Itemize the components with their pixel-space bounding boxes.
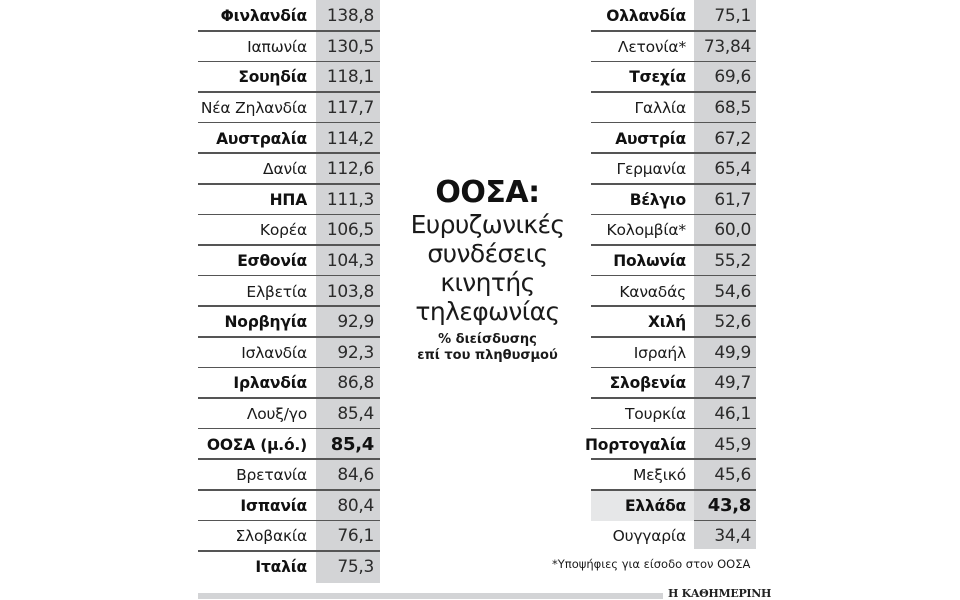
footer-rule (198, 593, 663, 599)
chart-title: ΟΟΣΑ: (435, 175, 540, 210)
table-row (198, 368, 380, 399)
penetration-value: 45,6 (714, 465, 751, 486)
country-label: Κορέα (259, 221, 307, 240)
table-row (585, 429, 756, 460)
country-label: Σλοβενία (609, 374, 686, 393)
country-label: Λετονία* (617, 37, 686, 56)
table-row (591, 32, 756, 63)
table-row (198, 552, 380, 583)
table-row (591, 307, 756, 338)
table-row (198, 215, 380, 246)
penetration-value: 76,1 (337, 526, 374, 547)
table-row (591, 246, 756, 277)
penetration-value: 117,7 (326, 98, 374, 119)
left-table (198, 1, 380, 582)
country-label: Ουγγαρία (612, 527, 686, 546)
unit-note-line-2: επί του πληθυσμού (417, 348, 558, 363)
country-label: Δανία (263, 160, 307, 179)
penetration-value: 80,4 (337, 495, 374, 516)
right-table (585, 1, 756, 552)
country-label: Νέα Ζηλανδία (200, 99, 307, 118)
country-label: ΗΠΑ (269, 190, 307, 209)
penetration-value: 60,0 (714, 220, 751, 241)
country-label: Αυστρία (615, 129, 686, 148)
penetration-value: 68,5 (714, 98, 751, 119)
left-table-rows (198, 1, 380, 582)
penetration-value: 46,1 (714, 404, 751, 425)
table-row (591, 338, 756, 369)
country-label: Φινλανδία (220, 7, 307, 26)
country-label: Καναδάς (619, 282, 686, 301)
country-label: Ιταλία (255, 557, 307, 576)
penetration-value: 49,9 (714, 342, 751, 363)
penetration-value: 67,2 (714, 128, 751, 149)
chart-subtitle-line-3: κινητής (440, 268, 535, 297)
chart-unit-note (395, 332, 580, 364)
penetration-value: 69,6 (714, 67, 751, 88)
penetration-value: 138,8 (326, 6, 374, 27)
penetration-value: 52,6 (714, 312, 751, 333)
country-label: Τουρκία (625, 405, 686, 424)
penetration-value: 34,4 (714, 526, 751, 547)
country-label: Νορβηγία (224, 313, 307, 332)
country-label: Ιρλανδία (233, 374, 307, 393)
country-label: Ολλανδία (606, 7, 686, 26)
table-row (198, 399, 380, 430)
country-label: Μεξικό (632, 466, 686, 485)
table-row (591, 154, 756, 185)
chart-title-block (395, 176, 580, 364)
penetration-value: 130,5 (326, 36, 374, 57)
penetration-value: 112,6 (326, 159, 374, 180)
table-row (591, 123, 756, 154)
penetration-value: 84,6 (337, 465, 374, 486)
country-label: Σουηδία (238, 68, 307, 87)
table-row (198, 460, 380, 491)
table-row (198, 307, 380, 338)
table-row (591, 521, 756, 552)
table-row (198, 276, 380, 307)
table-row (591, 62, 756, 93)
table-row (591, 399, 756, 430)
country-label: Πορτογαλία (585, 435, 686, 454)
chart-subtitle-line-4: τηλεφωνίας (415, 297, 560, 326)
footnote: *Υποψήφιες για είσοδο στον ΟΟΣΑ (552, 557, 751, 571)
brand-logo: Η ΚΑΘΗΜΕΡΙΝΗ (668, 587, 772, 600)
country-label: Χιλή (647, 313, 686, 332)
table-row (591, 185, 756, 216)
table-row (198, 1, 380, 32)
chart-subtitle-line-2: συνδέσεις (427, 239, 548, 268)
country-label: Βέλγιο (629, 190, 686, 209)
table-row (591, 368, 756, 399)
unit-note-line-1: % διείσδυσης (438, 332, 537, 347)
penetration-value: 111,3 (326, 189, 374, 210)
penetration-value: 92,3 (337, 342, 374, 363)
country-label: Ιαπωνία (247, 37, 307, 56)
penetration-value: 43,8 (707, 495, 751, 517)
penetration-value: 73,84 (703, 36, 751, 57)
country-label: Ισπανία (240, 496, 307, 515)
penetration-value: 86,8 (337, 373, 374, 394)
penetration-value: 85,4 (337, 404, 374, 425)
penetration-value: 49,7 (714, 373, 751, 394)
table-row (198, 154, 380, 185)
country-label: Ισλανδία (241, 343, 307, 362)
country-label: Τσεχία (629, 68, 686, 87)
penetration-value: 118,1 (326, 67, 374, 88)
table-row (198, 429, 380, 460)
country-label: Εσθονία (237, 252, 307, 271)
country-label: Ελλάδα (591, 491, 694, 522)
country-label: Βρετανία (236, 466, 307, 485)
country-label: Πολωνία (613, 252, 686, 271)
penetration-value: 114,2 (326, 128, 374, 149)
table-row (198, 123, 380, 154)
penetration-value: 45,9 (714, 434, 751, 455)
table-row (198, 93, 380, 124)
country-label: Ισραήλ (633, 343, 686, 362)
country-label: Γερμανία (616, 160, 686, 179)
penetration-value: 75,1 (714, 6, 751, 27)
country-label: Αυστραλία (216, 129, 307, 148)
table-row (198, 491, 380, 522)
penetration-value: 65,4 (714, 159, 751, 180)
penetration-value: 54,6 (714, 281, 751, 302)
table-row (198, 246, 380, 277)
penetration-value: 92,9 (337, 312, 374, 333)
table-row (591, 93, 756, 124)
table-row (591, 460, 756, 491)
table-row (198, 32, 380, 63)
country-label: Λουξ/γο (246, 405, 307, 424)
table-row (198, 62, 380, 93)
table-row (198, 338, 380, 369)
table-row (591, 215, 756, 246)
country-label: Σλοβακία (235, 527, 307, 546)
table-row (591, 491, 756, 522)
country-label: ΟΟΣΑ (μ.ό.) (206, 435, 307, 454)
penetration-value: 55,2 (714, 251, 751, 272)
table-row (198, 521, 380, 552)
table-row (198, 185, 380, 216)
right-table-rows (585, 1, 756, 552)
penetration-value: 104,3 (326, 251, 374, 272)
penetration-value: 75,3 (337, 556, 374, 577)
table-row (591, 1, 756, 32)
penetration-value: 106,5 (326, 220, 374, 241)
country-label: Κολομβία* (606, 221, 686, 240)
table-row (591, 276, 756, 307)
chart-subtitle-line-1: Ευρυζωνικές (410, 210, 565, 239)
penetration-value: 85,4 (330, 434, 374, 456)
penetration-value: 103,8 (326, 281, 374, 302)
country-label: Ελβετία (246, 282, 307, 301)
penetration-value: 61,7 (714, 189, 751, 210)
country-label: Γαλλία (634, 99, 686, 118)
